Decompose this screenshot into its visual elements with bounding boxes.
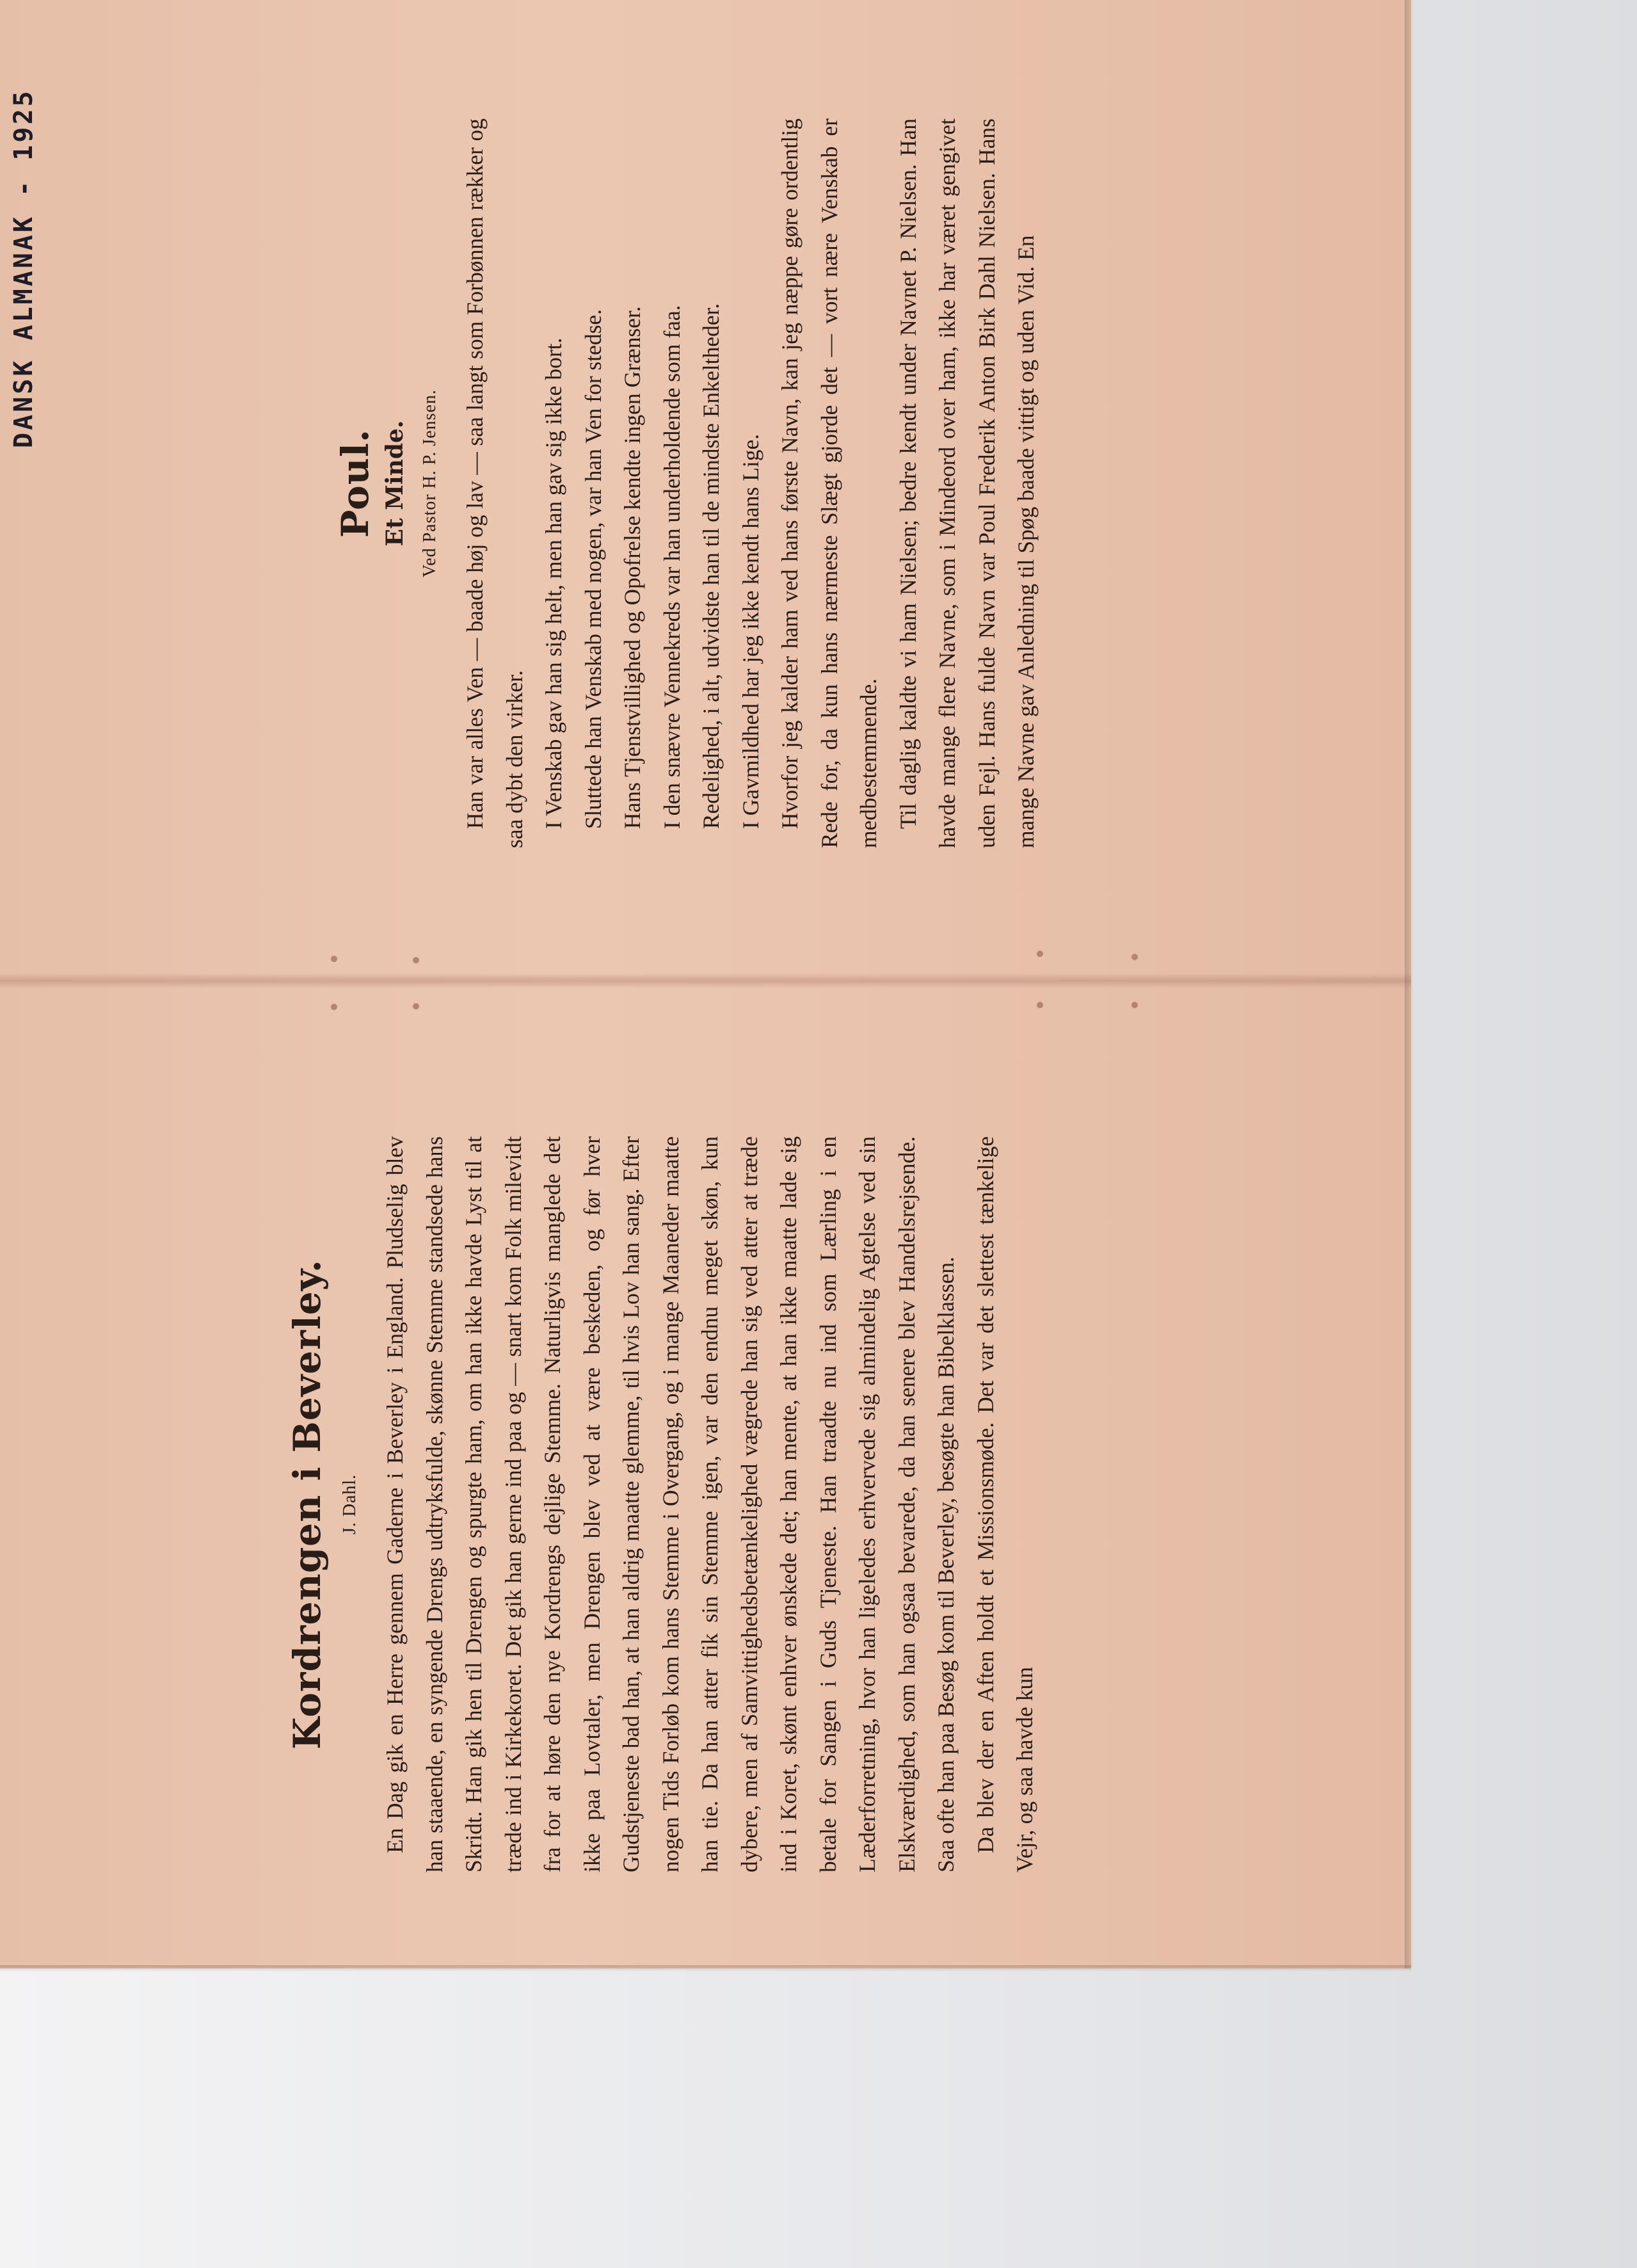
paragraph: Hans Tjenstvillighed og Opofrelse kendte ingen Grænser. — [619, 306, 645, 829]
paragraph: Sluttede han Venskab med nogen, var han Ven for stedse. — [580, 309, 606, 829]
article-subtitle: Et Minde. — [381, 420, 408, 547]
article-byline: Ved Pastor H. P. Jensen. — [420, 389, 440, 577]
paper-edge-shadow — [1405, 0, 1414, 1968]
staple-hole — [413, 957, 419, 963]
staple-hole — [1131, 1002, 1138, 1008]
paragraph: En Dag gik en Herre gennem Gaderne i Beverley i England. Pludselig blev han staaende, en syngende Drengs udtryksfulde, skønne Stemme standsede hans Skridt. Han gik hen til Drengen og spurgte ham, om han ikke havde Lyst til at træde ind i Kirkekoret. Det gik han gerne ind paa og — snart kom Folk milevidt fra for at høre den nye Kordrengs dejlige Stemme. Naturligvis manglede det ikke paa Lovtaler, men Drengen blev ved at være beskeden, og før hver Gudstjeneste bad han, at han aldrig maatte glemme, til hvis Lov han sang. Efter nogen Tids Forløb kom hans Stemme i Overgang, og i mange Maaneder maatte han tie. Da han atter fik sin Stemme igen, var den endnu meget skøn, kun dybere, men af Samvittighedsbetænkelighed vægrede han sig ved atter at træde ind i Koret, skønt enhver ønskede det; han mente, at han ikke maatte lade sig betale for Sangen i Guds Tjeneste. Han traadte nu ind som Lærling i en Læderforretning, hvor han ligeledes erhvervede sig almindelig Agtelse ved sin Elskværdighed, som han ogsaa bevarede, da han senere blev Handelsrejsende. Saa ofte han paa Besøg kom til Beverley, besøgte han Bibelklassen. — [382, 1136, 959, 1872]
article-body — [456, 118, 1046, 848]
paper-bottom-shadow — [0, 1965, 1411, 1972]
article-kordrengen — [285, 1136, 1194, 1872]
staple-hole — [1131, 954, 1138, 960]
paragraph: I den snævre Vennekreds var han underholdende som faa. — [659, 305, 685, 829]
paragraph: I Gavmildhed har jeg ikke kendt hans Lige. — [737, 433, 763, 829]
paragraph: Hvorfor jeg kalder ham ved hans første Navn, kan jeg næppe gøre ordentlig Rede for, da kun hans nærmeste Slægt gjorde det — vort nære Venskab er medbestemmende. — [777, 118, 881, 848]
paragraph: Til daglig kaldte vi ham Nielsen; bedre kendt under Navnet P. Nielsen. Han havde mange flere Navne, som i Mindeord over ham, ikke har været gengivet uden Fejl. Hans fulde Navn var Poul Frederik Anton Birk Dahl Nielsen. Hans mange Navne gav Anledning til Spøg baade vittigt og uden Vid. En — [895, 118, 1039, 848]
paragraph: Han var alles Ven — baade høj og lav — saa langt som Forbønnen rækker og saa dybt den virker. — [462, 118, 527, 848]
staple-hole — [331, 956, 337, 962]
center-fold — [0, 973, 1411, 988]
article-poul — [333, 118, 1242, 848]
paragraph: Redelighed, i alt, udvidste han til de mindste Enkeltheder. — [698, 303, 724, 829]
handwritten-annotation: DANSK ALMANAK - 1925 — [9, 88, 38, 448]
staple-hole — [413, 1003, 419, 1009]
staple-hole — [1037, 951, 1043, 957]
paragraph: I Venskab gav han sig helt, men han gav sig ikke bort. — [541, 337, 566, 829]
article-title: Poul. — [333, 428, 377, 538]
article-body — [376, 1136, 1045, 1872]
article-title: Kordrengen i Beverley. — [285, 1259, 329, 1749]
paragraph: Da blev der en Aften holdt et Missionsmøde. Det var det slettest tænkelige Vejr, og saa havde kun — [972, 1136, 1037, 1872]
staple-hole — [1037, 1002, 1043, 1008]
article-byline: J. Dahl. — [340, 1474, 360, 1535]
staple-hole — [331, 1004, 337, 1010]
